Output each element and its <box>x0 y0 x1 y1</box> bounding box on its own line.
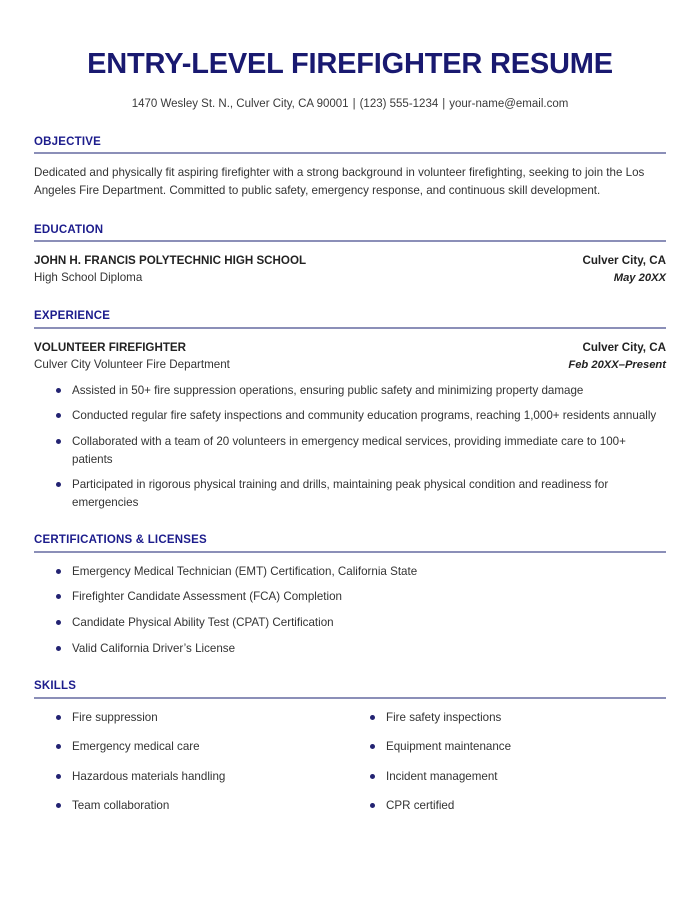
list-item-text: Hazardous materials handling <box>72 769 226 783</box>
list-item <box>34 476 666 511</box>
list-item-text: Participated in rigorous physical training and drills, maintaining peak physical condition and readiness for emergencies <box>72 478 609 509</box>
contact-line <box>34 80 666 112</box>
skills-columns <box>34 709 666 827</box>
section-rule-objective <box>34 152 666 154</box>
bullet-dot-icon <box>56 744 61 749</box>
list-item <box>350 797 666 815</box>
experience-entry <box>34 339 666 374</box>
list-item <box>34 768 350 786</box>
education-degree: High School Diploma <box>34 271 143 285</box>
experience-bullet-list <box>34 382 666 512</box>
section-education <box>34 223 666 288</box>
list-item-text: Assisted in 50+ fire suppression operations, ensuring public safety and minimizing property damage <box>72 383 584 397</box>
skills-bullet-list-right <box>350 709 666 815</box>
list-item-text: Candidate Physical Ability Test (CPAT) Certification <box>72 615 334 629</box>
list-item-text: Conducted regular fire safety inspections and community education programs, reaching 1,000+ residents annually <box>72 409 657 423</box>
section-rule-skills <box>34 697 666 699</box>
list-item <box>34 738 350 756</box>
experience-location: Culver City, CA <box>582 340 666 354</box>
list-item <box>34 433 666 468</box>
section-rule-experience <box>34 327 666 329</box>
contact-email: your-name@email.com <box>449 98 569 111</box>
certifications-bullet-list <box>34 563 666 657</box>
skills-column-left <box>34 709 350 827</box>
list-item-text: Fire safety inspections <box>386 710 502 724</box>
section-rule-education <box>34 240 666 242</box>
bullet-dot-icon <box>56 620 61 625</box>
education-entry-bottom-row <box>34 269 666 287</box>
contact-separator-2: | <box>442 98 446 111</box>
education-entry-top-row <box>34 252 666 269</box>
section-heading-skills: SKILLS <box>34 680 77 693</box>
education-date: May 20XX <box>613 272 666 285</box>
list-item <box>34 797 350 815</box>
list-item-text: Emergency Medical Technician (EMT) Certification, California State <box>72 564 418 578</box>
bullet-dot-icon <box>56 594 61 599</box>
list-item <box>34 588 666 606</box>
experience-entry-top-row <box>34 339 666 356</box>
experience-employer: Culver City Volunteer Fire Department <box>34 357 230 371</box>
bullet-dot-icon <box>56 388 61 393</box>
list-item <box>350 709 666 727</box>
experience-date: Feb 20XX–Present <box>568 358 666 371</box>
list-item-text: Firefighter Candidate Assessment (FCA) Completion <box>72 590 342 604</box>
bullet-dot-icon <box>56 569 61 574</box>
bullet-dot-icon <box>56 439 61 444</box>
bullet-dot-icon <box>56 482 61 487</box>
bullet-dot-icon <box>370 803 375 808</box>
list-item-text: Valid California Driver’s License <box>72 641 236 655</box>
list-item-text: Equipment maintenance <box>386 740 512 754</box>
education-school-name: JOHN H. FRANCIS POLYTECHNIC HIGH SCHOOL <box>34 253 307 267</box>
experience-entry-bottom-row <box>34 356 666 374</box>
contact-separator-1: | <box>352 98 356 111</box>
section-heading-education: EDUCATION <box>34 223 104 236</box>
list-item <box>34 382 666 400</box>
bullet-dot-icon <box>56 715 61 720</box>
list-item <box>350 768 666 786</box>
list-item <box>34 407 666 425</box>
contact-phone: (123) 555-1234 <box>359 98 439 111</box>
experience-job-title: VOLUNTEER FIREFIGHTER <box>34 340 187 354</box>
list-item <box>34 563 666 581</box>
skills-bullet-list-left <box>34 709 350 815</box>
bullet-dot-icon <box>370 744 375 749</box>
bullet-dot-icon <box>56 803 61 808</box>
section-experience <box>34 309 666 511</box>
bullet-dot-icon <box>370 715 375 720</box>
bullet-dot-icon <box>370 774 375 779</box>
list-item-text: Collaborated with a team of 20 volunteers in emergency medical services, providing immediate care to 100+ patients <box>72 434 626 466</box>
section-rule-certifications <box>34 551 666 553</box>
section-heading-certifications: CERTIFICATIONS & LICENSES <box>34 534 207 547</box>
page-title: ENTRY-LEVEL FIREFIGHTER RESUME <box>87 48 613 80</box>
section-heading-experience: EXPERIENCE <box>34 310 111 323</box>
section-heading-objective: OBJECTIVE <box>34 135 101 148</box>
list-item <box>34 614 666 632</box>
section-certifications <box>34 533 666 657</box>
list-item <box>350 738 666 756</box>
list-item-text: Fire suppression <box>72 710 158 724</box>
list-item-text: Emergency medical care <box>72 740 200 754</box>
section-objective <box>34 135 666 201</box>
list-item <box>34 640 666 658</box>
contact-address: 1470 Wesley St. N., Culver City, CA 90001 <box>131 98 349 111</box>
bullet-dot-icon <box>56 413 61 418</box>
education-location: Culver City, CA <box>582 253 666 267</box>
list-item-text: Incident management <box>386 769 498 783</box>
list-item <box>34 709 350 727</box>
education-entry <box>34 252 666 287</box>
skills-column-right <box>350 709 666 827</box>
section-skills <box>34 679 666 827</box>
objective-paragraph: Dedicated and physically fit aspiring firefighter with a strong background in volunteer firefighting, seeking to join the Los Angeles Fire Department. Committed to public safety, emergency response, and continuous skill development. <box>34 165 645 198</box>
list-item-text: CPR certified <box>386 799 455 813</box>
list-item-text: Team collaboration <box>72 799 170 813</box>
bullet-dot-icon <box>56 774 61 779</box>
bullet-dot-icon <box>56 646 61 651</box>
